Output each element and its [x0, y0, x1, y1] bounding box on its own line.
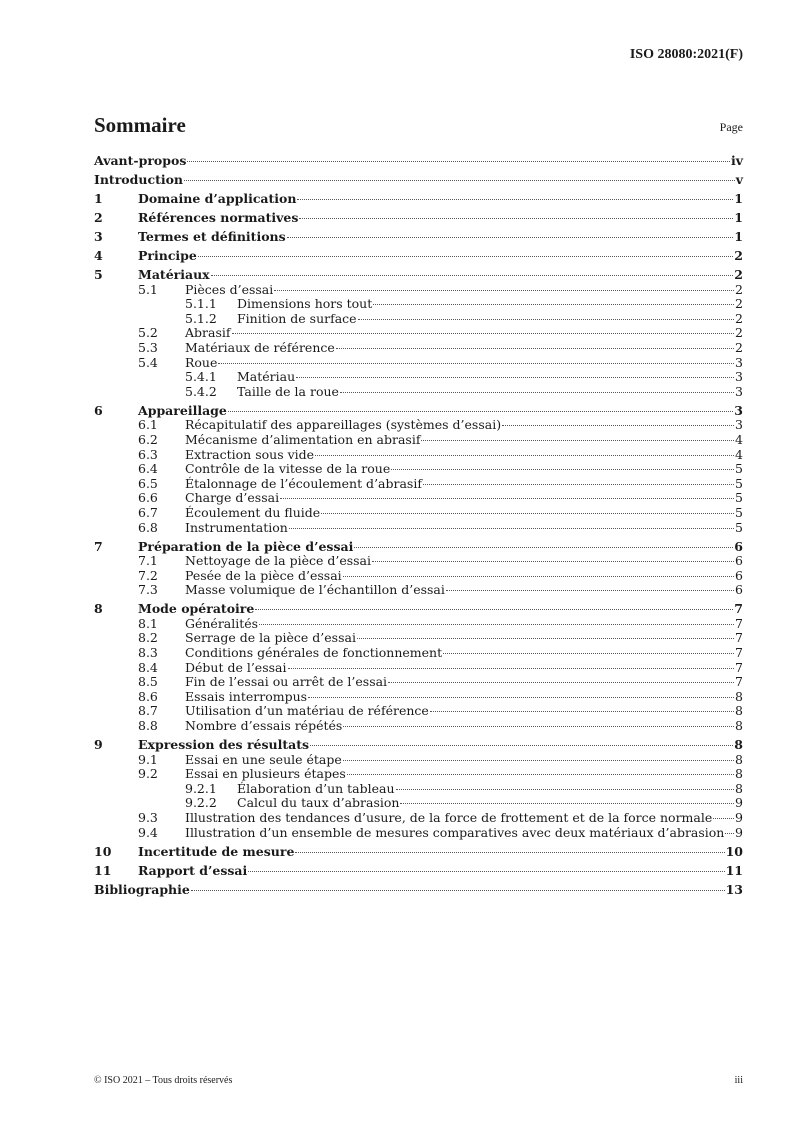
toc-entry[interactable]	[94, 404, 743, 418]
toc-entry-page: 8	[735, 780, 743, 796]
toc-entry-number: 6.4	[138, 461, 158, 477]
toc-entry[interactable]	[94, 249, 743, 263]
toc-entry-label: Étalonnage de l’écoulement d’abrasif	[185, 475, 422, 491]
toc-entry[interactable]	[94, 767, 743, 781]
toc-entry-label: Contrôle de la vitesse de la roue	[185, 461, 391, 477]
toc-entry-label: Dimensions hors tout	[237, 296, 373, 312]
toc-entry-label: Roue	[185, 354, 218, 370]
toc-entry-page: 9	[735, 810, 743, 825]
toc-entry-label: Bibliographie	[94, 881, 190, 897]
toc-dot-leader	[502, 425, 734, 426]
toc-entry-label: Matériaux	[138, 267, 210, 282]
toc-entry[interactable]	[94, 690, 743, 704]
toc-entry-label: Extraction sous vide	[185, 446, 315, 462]
toc-dot-leader	[421, 440, 734, 441]
toc-entry-number: 6	[94, 402, 103, 418]
toc-entry-label: Écoulement du fluide	[185, 504, 321, 520]
toc-entry-label: Domaine d’application	[138, 191, 297, 206]
toc-entry-number: 8.3	[138, 645, 158, 661]
toc-entry-number: 8.7	[138, 703, 158, 719]
toc-entry-label: Généralités	[185, 615, 259, 631]
toc-entry-page: 3	[735, 369, 743, 385]
toc-entry-label: Références normatives	[138, 210, 299, 225]
toc-entry-page: 4	[735, 446, 743, 462]
toc-entry-page: 6	[735, 567, 743, 583]
toc-entry-label: Essai en plusieurs étapes	[185, 766, 346, 782]
toc-entry-label: Récapitulatif des appareillages (systèmes d’essai)	[185, 417, 502, 433]
toc-dot-leader	[343, 726, 734, 727]
toc-entry-number: 6.8	[138, 519, 158, 535]
toc-dot-leader	[280, 498, 734, 499]
toc-entry-page: 5	[735, 504, 743, 520]
toc-entry-label: Masse volumique de l’échantillon d’essai	[185, 582, 445, 598]
toc-entry-page: 2	[735, 325, 743, 341]
toc-entry[interactable]	[94, 462, 743, 476]
toc-dot-leader	[391, 469, 734, 470]
toc-entry-page: 8	[735, 766, 743, 782]
toc-entry-number: 6.5	[138, 475, 158, 491]
toc-entry-page: 6	[734, 538, 743, 554]
toc-entry[interactable]	[94, 230, 743, 244]
toc-entry-label: Expression des résultats	[138, 737, 310, 753]
toc-entry-number: 5.1	[138, 281, 158, 297]
toc-dot-leader	[321, 513, 734, 514]
toc-entry-page: 9	[735, 824, 743, 840]
toc-entry-number: 9	[94, 737, 103, 753]
toc-entry-number: 5.4.2	[185, 383, 217, 399]
toc-entry-page: 7	[735, 674, 743, 690]
toc-entry-label: Illustration des tendances d’usure, de la force de frottement et de la force normale	[185, 810, 713, 825]
toc-dot-leader	[423, 484, 734, 485]
toc-entry[interactable]	[94, 385, 743, 399]
toc-entry-page: 7	[735, 659, 743, 675]
toc-entry-page: 5	[735, 490, 743, 506]
toc-entry-number: 5.4.1	[185, 369, 217, 385]
toc-entry[interactable]	[94, 719, 743, 733]
toc-entry-number: 5	[94, 267, 103, 282]
toc-entry-number: 8	[94, 601, 103, 617]
page-column-label: Page	[719, 120, 743, 134]
toc-entry-label: Essai en une seule étape	[185, 751, 342, 767]
toc-dot-leader	[372, 561, 734, 562]
toc-entry-number: 8.8	[138, 718, 158, 734]
toc-entry-page: 8	[734, 737, 743, 753]
toc-entry[interactable]	[94, 521, 743, 535]
toc-dot-leader	[295, 852, 724, 853]
toc-dot-leader	[299, 218, 733, 219]
toc-dot-leader	[232, 333, 735, 334]
toc-entry-page: 5	[735, 461, 743, 477]
toc-entry-label: Rapport d’essai	[138, 862, 248, 878]
toc-entry[interactable]	[94, 312, 743, 326]
toc-entry-number: 3	[94, 229, 103, 244]
toc-entry[interactable]	[94, 477, 743, 491]
toc-entry-page: 3	[734, 402, 743, 418]
toc-dot-leader	[287, 237, 734, 238]
toc-entry-page: 8	[735, 751, 743, 767]
toc-dot-leader	[443, 653, 734, 654]
toc-entry[interactable]	[94, 631, 743, 645]
toc-entry-page: iv	[730, 153, 743, 168]
footer-copyright: © ISO 2021 – Tous droits réservés	[94, 1075, 233, 1086]
toc-dot-leader	[259, 624, 734, 625]
toc-entry-label: Taille de la roue	[237, 383, 339, 399]
toc-entry-label: Fin de l’essai ou arrêt de l’essai	[185, 674, 388, 690]
toc-entry-label: Serrage de la pièce d’essai	[185, 630, 356, 646]
toc-entry[interactable]	[94, 811, 743, 825]
toc-entry-number: 8.1	[138, 615, 158, 631]
toc-entry-page: 8	[735, 703, 743, 719]
toc-entry-page: 7	[735, 645, 743, 661]
toc-entry[interactable]	[94, 883, 743, 897]
toc-entry-page: v	[735, 172, 743, 187]
toc-dot-leader	[357, 638, 734, 639]
toc-entry[interactable]	[94, 341, 743, 355]
toc-entry[interactable]	[94, 782, 743, 796]
toc-entry-page: 3	[735, 417, 743, 433]
toc-entry[interactable]	[94, 326, 743, 340]
toc-dot-leader	[396, 789, 735, 790]
toc-entry[interactable]	[94, 617, 743, 631]
toc-entry-label: Essais interrompus	[185, 688, 308, 704]
toc-entry-number: 7.3	[138, 582, 158, 598]
toc-dot-leader	[289, 528, 734, 529]
toc-dot-leader	[308, 697, 734, 698]
page-title: Sommaire	[94, 113, 186, 137]
toc-entry-number: 1	[94, 191, 103, 206]
toc-entry-page: 3	[735, 354, 743, 370]
toc-entry-page: 6	[735, 582, 743, 598]
toc-entry-label: Charge d’essai	[185, 490, 280, 506]
toc-entry-label: Mode opératoire	[138, 601, 255, 617]
toc-dot-leader	[343, 576, 734, 577]
toc-entry-label: Utilisation d’un matériau de référence	[185, 703, 429, 719]
toc-entry-label: Pesée de la pièce d’essai	[185, 567, 342, 583]
toc-entry[interactable]	[94, 192, 743, 206]
toc-entry-page: 5	[735, 475, 743, 491]
toc-entry[interactable]	[94, 173, 743, 187]
toc-entry-number: 6.2	[138, 431, 158, 447]
title-row	[94, 113, 743, 143]
toc-dot-leader	[354, 547, 733, 548]
toc-entry[interactable]	[94, 211, 743, 225]
toc-entry-label: Instrumentation	[185, 519, 288, 535]
toc-dot-leader	[184, 180, 735, 181]
toc-dot-leader	[713, 818, 734, 819]
toc-entry-label: Matériaux de référence	[185, 339, 335, 355]
toc-dot-leader	[430, 711, 734, 712]
toc-entry-number: 10	[94, 843, 112, 859]
toc-entry-number: 6.3	[138, 446, 158, 462]
toc-entry-page: 2	[735, 310, 743, 326]
toc-entry-number: 8.5	[138, 674, 158, 690]
toc-entry[interactable]	[94, 602, 743, 616]
toc-entry-number: 4	[94, 248, 103, 263]
toc-entry-page: 1	[734, 229, 743, 244]
toc-entry-page: 2	[734, 267, 743, 282]
toc-entry-page: 1	[734, 210, 743, 225]
toc-entry-page: 7	[734, 601, 743, 617]
toc-entry-label: Abrasif	[185, 325, 231, 341]
toc-dot-leader	[347, 774, 734, 775]
toc-entry-page: 11	[725, 862, 743, 878]
toc-entry-number: 7.1	[138, 553, 158, 569]
toc-entry-label: Élaboration d’un tableau	[237, 780, 395, 796]
toc-dot-leader	[315, 455, 734, 456]
toc-entry-label: Nombre d’essais répétés	[185, 718, 343, 734]
toc-dot-leader	[211, 275, 734, 276]
toc-entry-page: 8	[735, 718, 743, 734]
toc-dot-leader	[297, 199, 733, 200]
toc-entry[interactable]	[94, 370, 743, 384]
toc-entry-number: 5.1.1	[185, 296, 217, 312]
toc-entry[interactable]	[94, 753, 743, 767]
toc-entry-label: Principe	[138, 248, 197, 263]
toc-dot-leader	[187, 161, 730, 162]
toc-dot-leader	[296, 377, 734, 378]
toc-entry[interactable]	[94, 704, 743, 718]
toc-dot-leader	[400, 803, 734, 804]
toc-dot-leader	[218, 363, 734, 364]
toc-entry-number: 9.1	[138, 751, 158, 767]
toc-entry-page: 9	[735, 795, 743, 811]
toc-dot-leader	[725, 833, 734, 834]
toc-entry-page: 10	[725, 843, 743, 859]
toc-entry[interactable]	[94, 491, 743, 505]
toc-entry-number: 9.2.2	[185, 795, 217, 811]
toc-entry[interactable]	[94, 433, 743, 447]
toc-dot-leader	[310, 745, 733, 746]
toc-entry-page: 6	[735, 553, 743, 569]
toc-entry-page: 13	[725, 881, 743, 897]
toc-entry[interactable]	[94, 554, 743, 568]
toc-entry[interactable]	[94, 418, 743, 432]
toc-dot-leader	[388, 682, 734, 683]
toc-entry-number: 8.6	[138, 688, 158, 704]
table-of-contents	[94, 154, 743, 897]
toc-entry-number: 6.1	[138, 417, 158, 433]
toc-entry[interactable]	[94, 297, 743, 311]
toc-dot-leader	[373, 304, 734, 305]
document-code: ISO 28080:2021(F)	[629, 47, 743, 62]
toc-entry[interactable]	[94, 738, 743, 752]
toc-entry-number: 8.2	[138, 630, 158, 646]
toc-entry[interactable]	[94, 646, 743, 660]
toc-entry-number: 9.2	[138, 766, 158, 782]
toc-dot-leader	[191, 890, 725, 891]
toc-entry-number: 5.2	[138, 325, 158, 341]
toc-entry-page: 3	[735, 383, 743, 399]
toc-entry-number: 2	[94, 210, 103, 225]
toc-entry[interactable]	[94, 661, 743, 675]
toc-dot-leader	[358, 319, 734, 320]
toc-dot-leader	[343, 760, 734, 761]
toc-entry[interactable]	[94, 268, 743, 282]
toc-dot-leader	[274, 290, 734, 291]
toc-entry-label: Avant-propos	[94, 153, 187, 168]
toc-dot-leader	[255, 609, 733, 610]
toc-entry-label: Introduction	[94, 172, 184, 187]
toc-entry-number: 6.6	[138, 490, 158, 506]
toc-entry-label: Finition de surface	[237, 310, 357, 326]
toc-entry-label: Pièces d’essai	[185, 281, 274, 297]
toc-entry-label: Préparation de la pièce d’essai	[138, 538, 354, 554]
toc-entry-number: 8.4	[138, 659, 158, 675]
toc-entry-number: 5.3	[138, 339, 158, 355]
toc-entry-page: 2	[735, 339, 743, 355]
toc-dot-leader	[446, 590, 734, 591]
toc-entry-label: Nettoyage de la pièce d’essai	[185, 553, 372, 569]
toc-entry[interactable]	[94, 356, 743, 370]
toc-entry[interactable]	[94, 864, 743, 878]
toc-entry-label: Appareillage	[138, 402, 227, 418]
toc-entry[interactable]	[94, 845, 743, 859]
toc-entry[interactable]	[94, 154, 743, 168]
toc-entry-label: Matériau	[237, 369, 296, 385]
toc-entry-label: Mécanisme d’alimentation en abrasif	[185, 431, 421, 447]
toc-entry-label: Illustration d’un ensemble de mesures comparatives avec deux matériaux d’abrasion	[185, 824, 725, 840]
toc-entry-page: 7	[735, 615, 743, 631]
toc-dot-leader	[198, 256, 733, 257]
toc-entry-page: 2	[734, 248, 743, 263]
toc-dot-leader	[288, 668, 735, 669]
toc-entry[interactable]	[94, 283, 743, 297]
toc-entry-label: Calcul du taux d’abrasion	[237, 795, 400, 811]
toc-entry-number: 11	[94, 862, 112, 878]
toc-entry-number: 5.1.2	[185, 310, 217, 326]
toc-entry-number: 9.4	[138, 824, 158, 840]
toc-entry-number: 7.2	[138, 567, 158, 583]
toc-entry[interactable]	[94, 540, 743, 554]
toc-entry[interactable]	[94, 826, 743, 840]
toc-entry-page: 2	[735, 281, 743, 297]
toc-entry-number: 9.3	[138, 810, 158, 825]
toc-entry-page: 2	[735, 296, 743, 312]
toc-entry-page: 1	[734, 191, 743, 206]
toc-entry-number: 9.2.1	[185, 780, 217, 796]
toc-dot-leader	[248, 871, 724, 872]
footer-page-number: iii	[734, 1075, 743, 1086]
toc-entry-page: 4	[735, 431, 743, 447]
toc-entry[interactable]	[94, 583, 743, 597]
toc-entry[interactable]	[94, 796, 743, 810]
toc-entry[interactable]	[94, 448, 743, 462]
toc-entry-page: 8	[735, 688, 743, 704]
toc-entry-label: Termes et définitions	[138, 229, 286, 244]
toc-entry-label: Début de l’essai	[185, 659, 287, 675]
toc-entry-number: 7	[94, 538, 103, 554]
toc-entry[interactable]	[94, 569, 743, 583]
toc-dot-leader	[228, 411, 733, 412]
toc-entry-page: 7	[735, 630, 743, 646]
toc-entry-number: 6.7	[138, 504, 158, 520]
toc-dot-leader	[336, 348, 734, 349]
toc-entry-label: Conditions générales de fonctionnement	[185, 645, 443, 661]
toc-dot-leader	[340, 392, 734, 393]
toc-entry[interactable]	[94, 506, 743, 520]
toc-entry-page: 5	[735, 519, 743, 535]
toc-entry-number: 5.4	[138, 354, 158, 370]
toc-entry[interactable]	[94, 675, 743, 689]
toc-entry-label: Incertitude de mesure	[138, 843, 295, 859]
